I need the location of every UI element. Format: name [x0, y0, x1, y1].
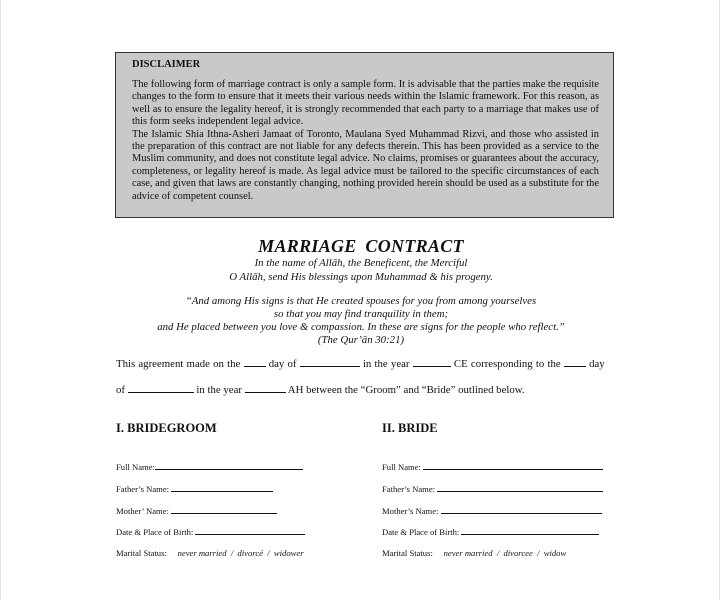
bridegroom-heading: I. BRIDEGROOM — [116, 421, 217, 435]
bride-father-name-field[interactable] — [382, 484, 603, 494]
bride-father-name-input[interactable] — [437, 484, 603, 492]
year-ce-blank[interactable] — [413, 357, 451, 367]
field-label: Father’s Name: — [382, 484, 436, 494]
bride-birth-input[interactable] — [461, 527, 599, 535]
quote-line: so that you may find tranquility in them; — [273, 308, 449, 320]
bride-full-name-field[interactable] — [382, 462, 603, 472]
disclaimer-paragraph: The Islamic Shia Ithna-Asheri Jamaat of Toronto, Maulana Syed Muhammad Rizvi, and those who assisted in the preparation of this contract are not liable for any defects therein. This has been provided as a service to the Muslim community, and does not constitute legal advice. No claims, promises or guarantees about the accuracy, completeness, or legality hereof is made. As legal advice must be tailored to the specific circumstances of each case, and given that laws are constantly changing, nothing provided herein should be used as a substitute for the advice of competent counsel. — [132, 128, 599, 202]
agreement-text: in the year — [196, 384, 242, 396]
groom-birth-input[interactable] — [195, 527, 305, 535]
field-label: Mother’ Name: — [116, 506, 169, 516]
disclaimer-paragraph: The following form of marriage contract is only a sample form. It is advisable that the parties make the requisite changes to the form to ensure that it meets their various needs within the Islamic framework. For this reason, as well as to ensure the legality hereof, it is strongly recommended that each party to a marriage that makes use of this form seeks independent legal advice. — [132, 79, 599, 128]
marital-options[interactable]: never married / divorcé / widower — [177, 548, 304, 558]
groom-father-name-field[interactable] — [116, 484, 273, 494]
bride-mother-name-field[interactable] — [382, 506, 602, 516]
agreement-text: This agreement made on the — [116, 358, 241, 370]
bride-heading: II. BRIDE — [382, 421, 438, 435]
field-label: Mother’s Name: — [382, 506, 439, 516]
field-label: Date & Place of Birth: — [382, 527, 460, 537]
quote-citation: (The Qur’ān 30:21) — [317, 334, 405, 346]
agreement-text: AH between the “Groom” and “Bride” outlined below. — [287, 384, 525, 396]
hijri-month-blank[interactable] — [128, 383, 194, 393]
document-title: MARRIAGE CONTRACT — [258, 236, 464, 256]
invocation-line: In the name of Allāh, the Beneficent, the Merciful — [254, 257, 468, 269]
agreement-text: day — [589, 358, 605, 370]
bride-marital-status — [382, 548, 566, 558]
bride-mother-name-input[interactable] — [441, 506, 602, 514]
invocation-line: O Allāh, send His blessings upon Muhammad & his progeny. — [229, 271, 493, 283]
groom-full-name-field[interactable] — [116, 462, 303, 472]
disclaimer-heading: DISCLAIMER — [132, 59, 201, 70]
agreement-text: in the year — [362, 358, 410, 370]
groom-mother-name-input[interactable] — [171, 506, 277, 514]
month-blank[interactable] — [300, 357, 360, 367]
groom-mother-name-field[interactable] — [116, 506, 277, 516]
disclaimer-box — [115, 52, 614, 218]
field-label: Full Name: — [382, 462, 421, 472]
groom-father-name-input[interactable] — [171, 484, 273, 492]
quote-line: and He placed between you love & compassion. In these are signs for the people who reflect.” — [157, 321, 565, 333]
agreement-line-1 — [116, 357, 605, 370]
field-label: Date & Place of Birth: — [116, 527, 194, 537]
groom-marital-status — [116, 548, 304, 558]
agreement-text: CE corresponding to the — [453, 358, 561, 370]
agreement-text: day of — [268, 358, 297, 370]
year-ah-blank[interactable] — [245, 383, 286, 393]
field-label: Marital Status: — [116, 548, 167, 558]
bride-birth-field[interactable] — [382, 527, 599, 537]
field-label: Father’s Name: — [116, 484, 170, 494]
day-blank[interactable] — [244, 357, 266, 367]
hijri-day-blank[interactable] — [564, 357, 586, 367]
bride-full-name-input[interactable] — [423, 462, 603, 470]
quote-line: “And among His signs is that He created spouses for you from among yourselves — [185, 295, 537, 307]
groom-full-name-input[interactable] — [155, 462, 303, 470]
agreement-text: of — [116, 384, 125, 396]
field-label: Full Name: — [116, 462, 155, 472]
field-label: Marital Status: — [382, 548, 433, 558]
groom-birth-field[interactable] — [116, 527, 305, 537]
marital-options[interactable]: never married / divorcee / widow — [443, 548, 567, 558]
agreement-line-2 — [116, 383, 525, 396]
